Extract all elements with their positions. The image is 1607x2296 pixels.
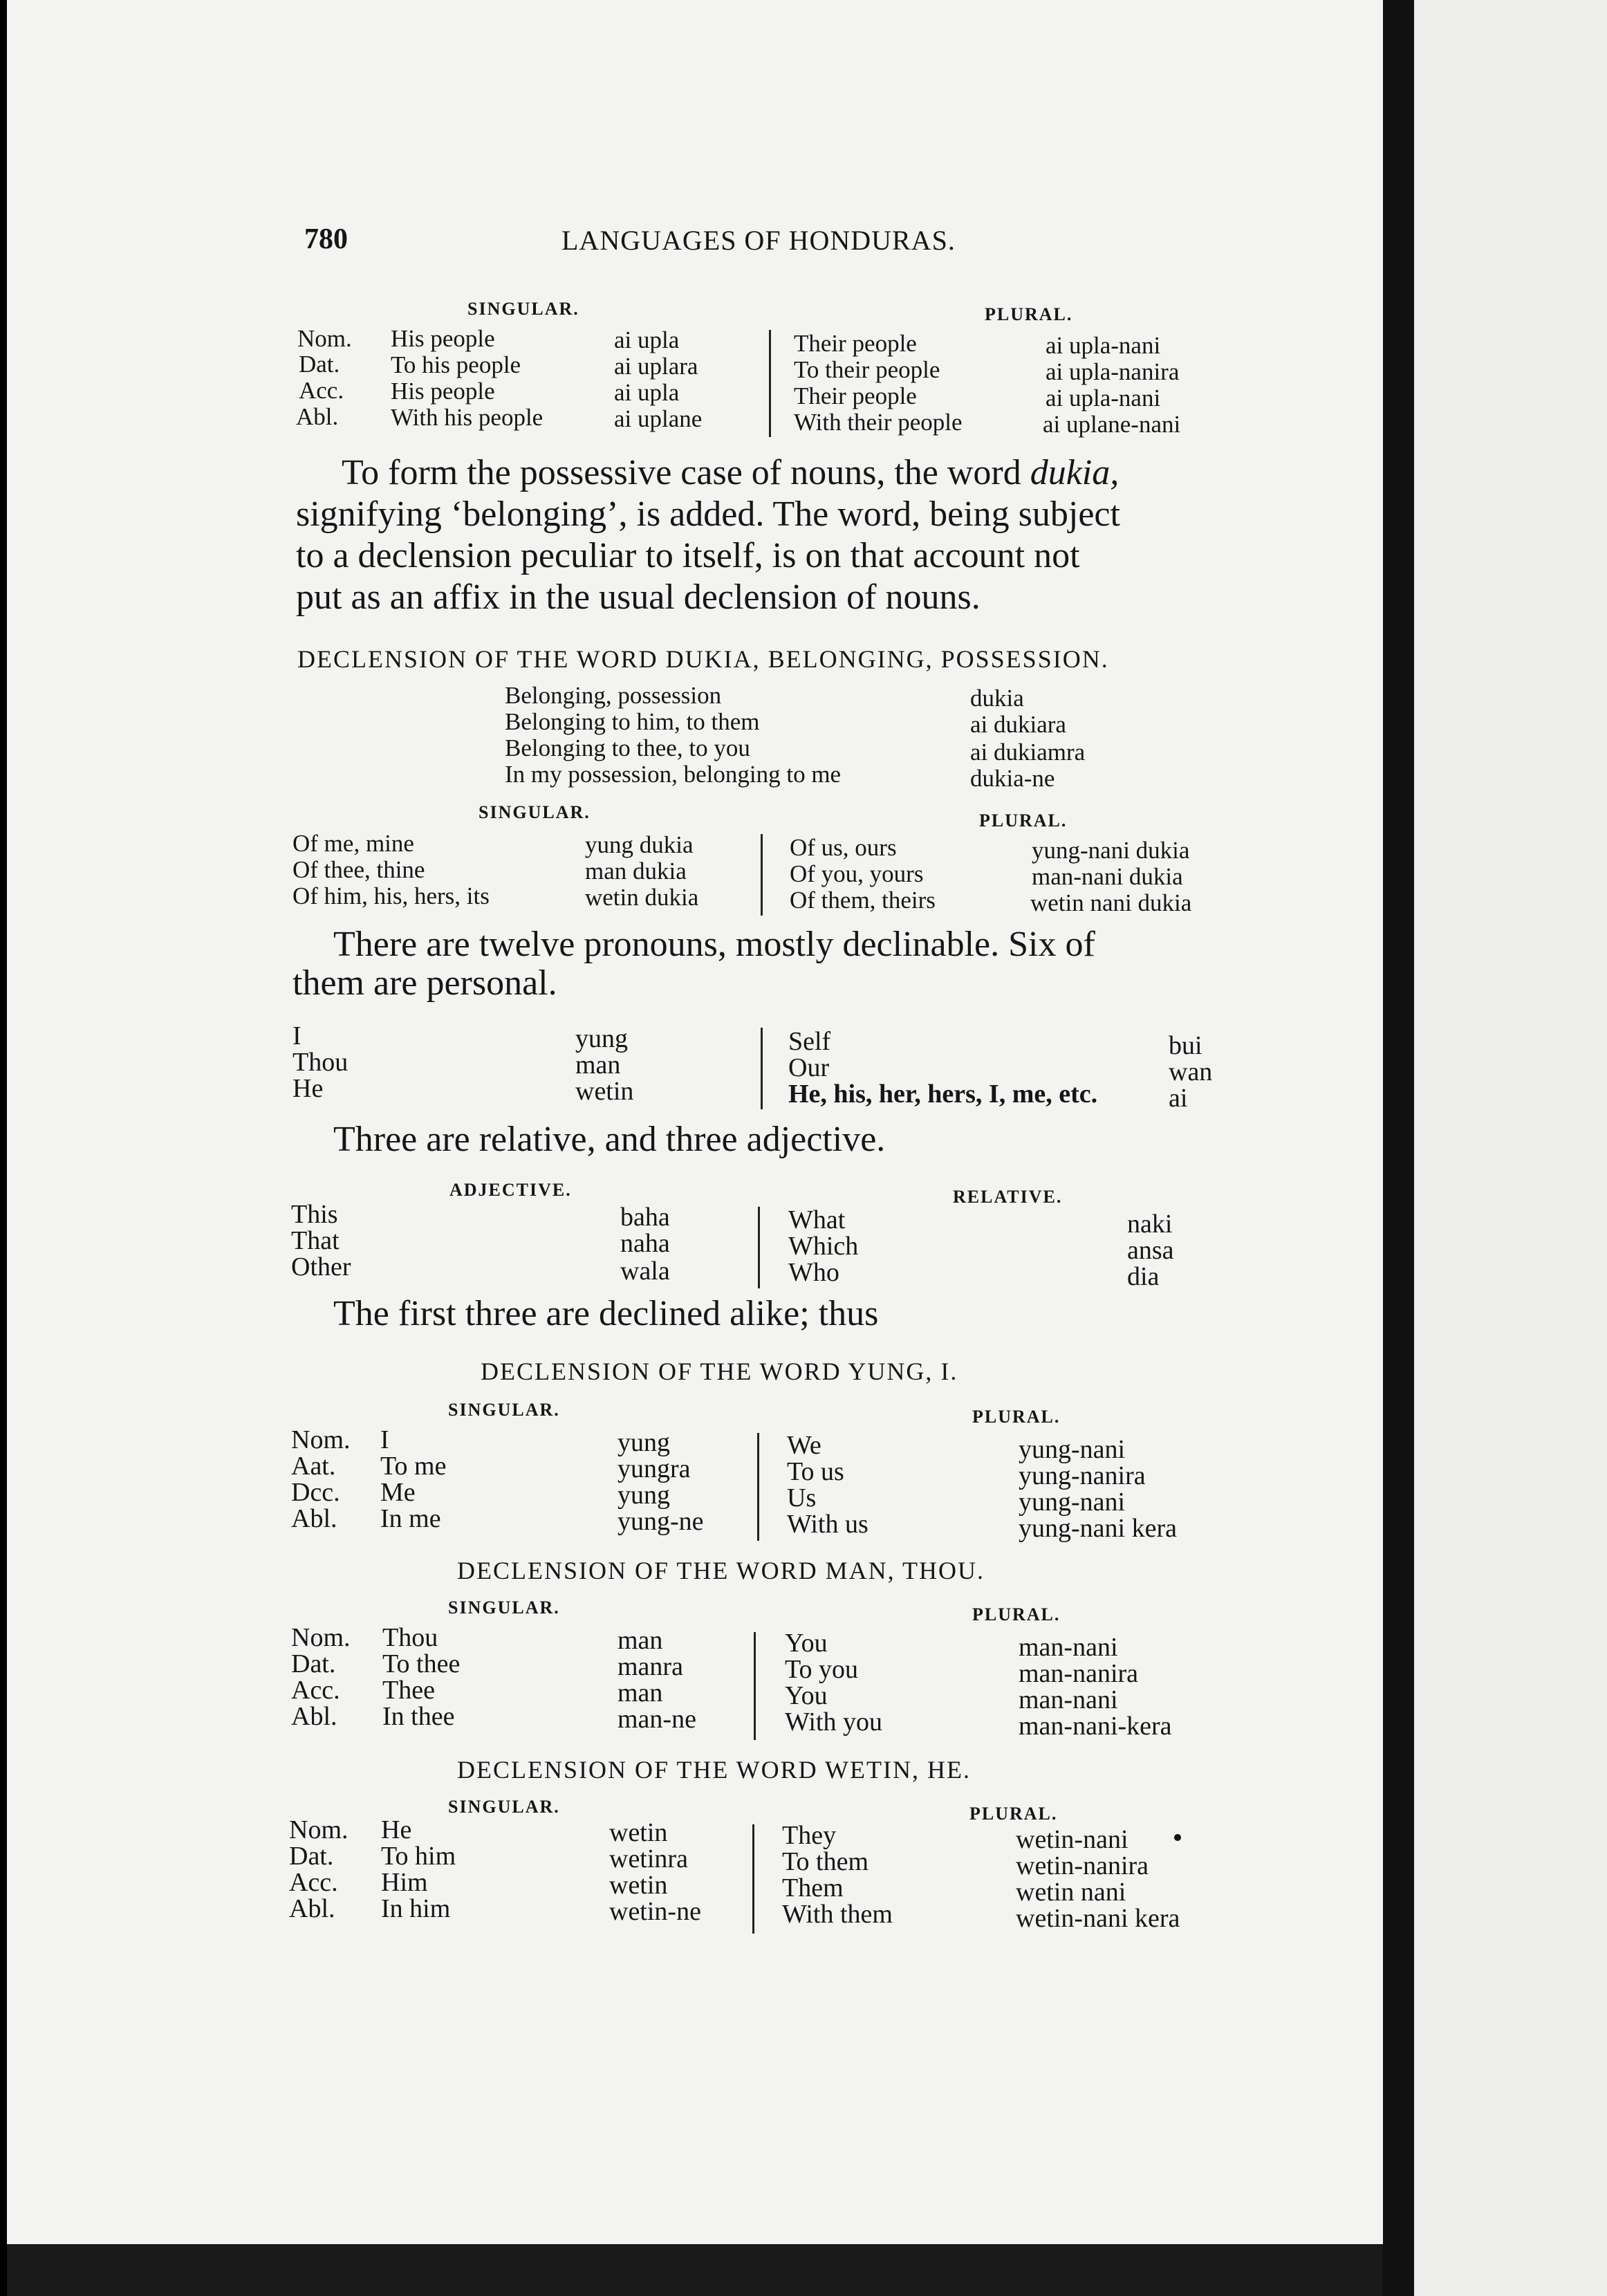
yung-plural-native: yung-nanira <box>1019 1461 1146 1490</box>
paragraph-line: to a declension peculiar to itself, is on that account not <box>296 536 1080 575</box>
yung-divider <box>757 1433 759 1541</box>
man-singular-head: SINGULAR. <box>448 1598 560 1618</box>
table1-plural-english: With their people <box>794 409 963 436</box>
table2-singular-native: wetin dukia <box>585 884 699 911</box>
table2-plural-english: Of them, theirs <box>790 887 936 914</box>
adjective-english: This <box>291 1200 338 1229</box>
man-case: Nom. <box>291 1623 351 1652</box>
table2-plural-english: Of you, yours <box>790 860 924 887</box>
dukia-native: ai dukiamra <box>970 739 1086 766</box>
dukia-native: dukia <box>970 685 1024 712</box>
adjective-native: baha <box>620 1203 670 1232</box>
wetin-plural-english: They <box>782 1821 837 1850</box>
man-plural-english: You <box>785 1681 828 1710</box>
man-singular-english: Thee <box>382 1676 435 1705</box>
table2-plural-native: wetin nani dukia <box>1030 889 1192 916</box>
table1-plural-native: ai upla-nanira <box>1046 358 1180 385</box>
page-gutter <box>1383 0 1414 2296</box>
table2-singular-native: yung dukia <box>585 831 694 858</box>
table1-plural-native: ai upla-nani <box>1046 332 1161 359</box>
wetin-case: Dat. <box>289 1842 334 1871</box>
table2-singular-english: Of thee, thine <box>292 856 425 883</box>
table2-singular-native: man dukia <box>585 858 687 885</box>
yung-plural-english: Us <box>787 1483 817 1512</box>
table1-case: Acc. <box>299 377 344 404</box>
table1-singular-native: ai upla <box>614 326 680 353</box>
wetin-singular-head: SINGULAR. <box>448 1797 560 1817</box>
yung-case: Nom. <box>291 1425 351 1454</box>
adjective-english: Other <box>291 1252 351 1281</box>
table1-case: Nom. <box>297 325 352 352</box>
man-plural-native: man-nani <box>1019 1685 1118 1714</box>
pronoun-english: I <box>292 1021 301 1050</box>
wetin-singular-english: To him <box>381 1842 456 1871</box>
paragraph-line: put as an affix in the usual declension of nouns. <box>296 577 981 617</box>
relative-native: naki <box>1127 1210 1173 1239</box>
dukia-english: Belonging to him, to them <box>505 708 760 735</box>
man-singular-native: man <box>617 1626 663 1655</box>
table2-plural-native: man-nani dukia <box>1032 863 1183 890</box>
table2-plural-english: Of us, ours <box>790 834 897 861</box>
yung-singular-native: yungra <box>617 1454 691 1483</box>
italic-word: dukia, <box>1030 453 1120 492</box>
table1-plural-native: ai upla-nani <box>1046 385 1161 411</box>
man-singular-english: To thee <box>382 1649 461 1678</box>
adjective-native: wala <box>620 1257 670 1286</box>
relative-native: dia <box>1127 1262 1160 1291</box>
relative-head: RELATIVE. <box>953 1187 1063 1207</box>
table2-plural-native: yung-nani dukia <box>1032 837 1190 864</box>
wetin-plural-native: wetin-nanira <box>1016 1851 1149 1880</box>
pronoun-english: Self <box>788 1027 831 1056</box>
yung-plural-english: We <box>787 1431 821 1460</box>
table1-plural-native: ai uplane-nani <box>1043 411 1181 438</box>
wetin-plural-native: wetin nani <box>1016 1878 1126 1907</box>
table1-plural-head: PLURAL. <box>985 304 1073 324</box>
table2-divider <box>761 834 763 916</box>
wetin-plural-english: Them <box>782 1873 844 1902</box>
pronoun-english: Our <box>788 1053 830 1082</box>
pronoun-native: bui <box>1169 1031 1202 1060</box>
yung-singular-head: SINGULAR. <box>448 1400 560 1420</box>
paragraph-line: signifying ‘belonging’, is added. The word, being subject <box>296 494 1120 534</box>
facing-page-edge <box>1414 0 1607 2296</box>
man-plural-native: man-nani <box>1019 1633 1118 1662</box>
yung-case: Aat. <box>291 1452 336 1481</box>
table2-singular-head: SINGULAR. <box>479 802 591 822</box>
wetin-singular-native: wetinra <box>609 1844 688 1873</box>
man-case: Acc. <box>291 1676 340 1705</box>
paragraph-line: There are twelve pronouns, mostly declinable. Six of <box>333 925 1095 964</box>
yung-singular-native: yung <box>617 1428 670 1457</box>
wetin-case: Acc. <box>289 1868 338 1897</box>
wetin-plural-english: To them <box>782 1847 869 1876</box>
man-case: Dat. <box>291 1649 336 1678</box>
yung-singular-english: To me <box>380 1452 447 1481</box>
paragraph-text: To form the possessive case of nouns, the word <box>342 453 1021 492</box>
man-singular-english: In thee <box>382 1702 455 1731</box>
table1-plural-english: Their people <box>794 382 917 409</box>
wetin-singular-native: wetin-ne <box>609 1897 701 1926</box>
table1-singular-native: ai uplara <box>614 353 698 380</box>
wetin-plural-native: wetin-nani <box>1016 1825 1128 1854</box>
paragraph-line <box>342 452 1119 493</box>
yung-case: Dcc. <box>291 1478 340 1507</box>
table1-plural-english: Their people <box>794 330 917 357</box>
pronoun-native: yung <box>575 1024 628 1053</box>
table1-case: Abl. <box>296 403 339 430</box>
wetin-singular-english: He <box>381 1815 412 1844</box>
dukia-english: In my possession, belonging to me <box>505 761 842 788</box>
wetin-plural-head: PLURAL. <box>969 1804 1058 1824</box>
wetin-case: Nom. <box>289 1815 349 1844</box>
section-title: DECLENSION OF THE WORD WETIN, HE. <box>457 1756 971 1784</box>
man-divider <box>754 1632 756 1740</box>
ink-speck <box>1174 1834 1181 1841</box>
yung-case: Abl. <box>291 1504 337 1533</box>
table1-singular-head: SINGULAR. <box>467 299 579 319</box>
man-singular-native: man-ne <box>617 1705 696 1734</box>
yung-plural-native: yung-nani kera <box>1019 1514 1177 1543</box>
table3-divider <box>761 1028 763 1109</box>
section-title: DECLENSION OF THE WORD YUNG, I. <box>481 1358 958 1385</box>
dukia-native: ai dukiara <box>970 711 1066 738</box>
relative-english: Who <box>788 1258 839 1287</box>
table1-plural-english: To their people <box>794 356 940 383</box>
yung-singular-english: Me <box>380 1478 416 1507</box>
pronoun-english: He, his, her, hers, I, me, etc. <box>788 1080 1098 1109</box>
man-plural-english: To you <box>785 1655 859 1684</box>
yung-plural-english: With us <box>787 1510 868 1539</box>
page-number: 780 <box>304 223 348 255</box>
yung-plural-english: To us <box>787 1457 844 1486</box>
paragraph-line: The first three are declined alike; thus <box>333 1294 879 1333</box>
pronoun-native: wan <box>1169 1057 1213 1086</box>
table2-singular-english: Of me, mine <box>292 830 414 857</box>
man-case: Abl. <box>291 1702 337 1731</box>
wetin-singular-english: Him <box>381 1868 428 1897</box>
section-title: DECLENSION OF THE WORD MAN, THOU. <box>457 1557 985 1584</box>
yung-plural-native: yung-nani <box>1019 1488 1126 1517</box>
scan-bottom-border <box>7 2244 1383 2296</box>
pronoun-english: Thou <box>292 1048 349 1077</box>
pronoun-native: ai <box>1169 1084 1188 1113</box>
relative-english: Which <box>788 1232 859 1261</box>
wetin-case: Abl. <box>289 1894 335 1923</box>
man-plural-english: With you <box>785 1707 882 1737</box>
wetin-plural-english: With them <box>782 1900 893 1929</box>
paragraph-line: Three are relative, and three adjective. <box>333 1120 886 1159</box>
table1-singular-english: To his people <box>391 351 521 378</box>
yung-singular-native: yung <box>617 1481 670 1510</box>
table4-divider <box>758 1207 760 1288</box>
table2-singular-english: Of him, his, hers, its <box>292 882 490 909</box>
pronoun-english: He <box>292 1074 324 1103</box>
table1-divider <box>769 330 771 437</box>
dukia-native: dukia-ne <box>970 765 1055 792</box>
table1-singular-native: ai uplane <box>614 405 703 432</box>
adjective-native: naha <box>620 1229 670 1258</box>
man-plural-english: You <box>785 1629 828 1658</box>
section-title: DECLENSION OF THE WORD DUKIA, BELONGING, POSSESSION. <box>297 645 1109 673</box>
yung-singular-native: yung-ne <box>617 1507 704 1536</box>
pronoun-native: wetin <box>575 1077 634 1106</box>
running-title: LANGUAGES OF HONDURAS. <box>561 225 956 256</box>
dukia-english: Belonging, possession <box>505 682 722 709</box>
man-singular-english: Thou <box>382 1623 438 1652</box>
adjective-english: That <box>291 1226 340 1255</box>
wetin-divider <box>752 1824 754 1934</box>
wetin-singular-english: In him <box>381 1894 451 1923</box>
man-plural-native: man-nani-kera <box>1019 1712 1172 1741</box>
table1-singular-english: His people <box>391 325 495 352</box>
pronoun-native: man <box>575 1050 621 1080</box>
yung-singular-english: In me <box>380 1504 441 1533</box>
wetin-singular-native: wetin <box>609 1818 668 1847</box>
wetin-singular-native: wetin <box>609 1871 668 1900</box>
relative-english: What <box>788 1205 846 1234</box>
paragraph-line: them are personal. <box>292 963 557 1003</box>
relative-native: ansa <box>1127 1236 1174 1265</box>
yung-plural-native: yung-nani <box>1019 1435 1126 1464</box>
table1-case: Dat. <box>299 351 340 378</box>
yung-plural-head: PLURAL. <box>972 1407 1061 1427</box>
man-plural-head: PLURAL. <box>972 1604 1061 1624</box>
man-singular-native: manra <box>617 1652 683 1681</box>
yung-singular-english: I <box>380 1425 389 1454</box>
man-singular-native: man <box>617 1678 663 1707</box>
man-plural-native: man-nanira <box>1019 1659 1139 1688</box>
table1-singular-english: With his people <box>391 404 544 431</box>
table2-plural-head: PLURAL. <box>979 811 1068 831</box>
dukia-english: Belonging to thee, to you <box>505 734 750 761</box>
table1-singular-native: ai upla <box>614 379 680 406</box>
wetin-plural-native: wetin-nani kera <box>1016 1904 1180 1933</box>
adjective-head: ADJECTIVE. <box>449 1180 572 1200</box>
table1-singular-english: His people <box>391 378 495 405</box>
